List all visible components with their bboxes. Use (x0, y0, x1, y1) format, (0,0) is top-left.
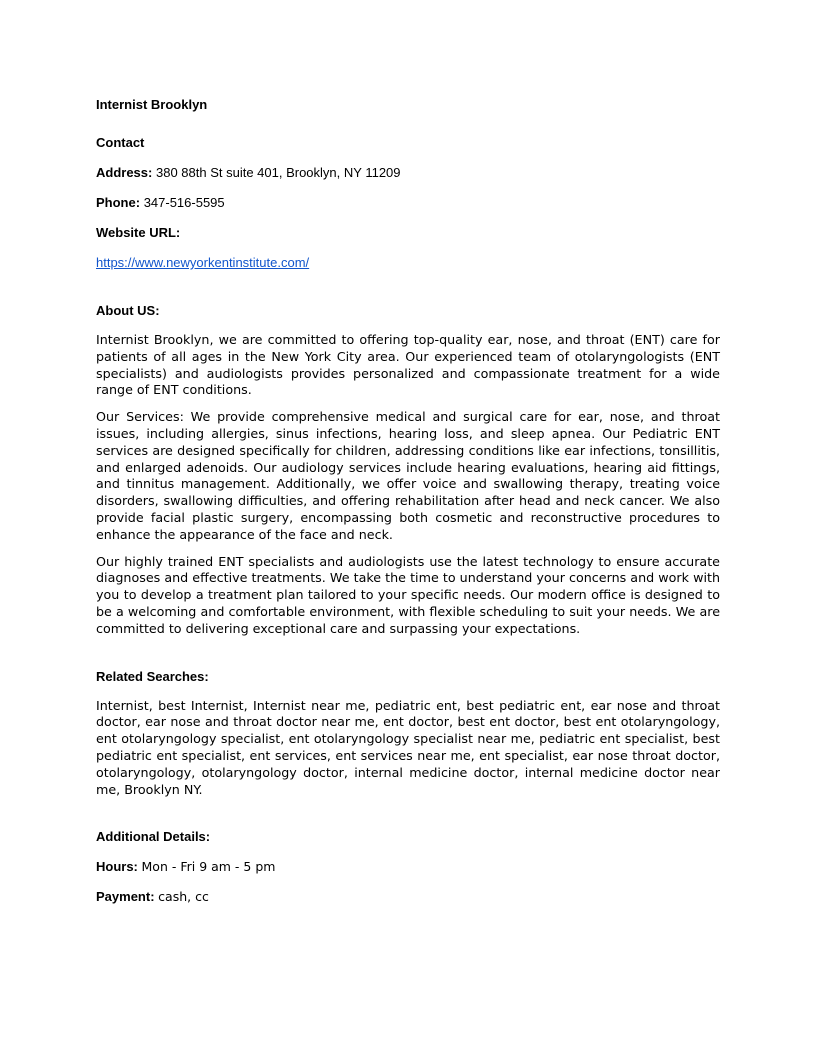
payment-label: Payment: (96, 889, 155, 905)
document-page (96, 96, 720, 918)
hours-line (96, 858, 720, 876)
related-searches-heading: Related Searches: (96, 668, 209, 684)
related-searches-text: Internist, best Internist, Internist near me, pediatric ent, best pediatric ent, ear nose and throat doctor, ear nose and throat doctor near me, ent doctor, best ent doctor, best ent otolaryngology, ent otolaryngology specialist, ent otolaryngology specialist near me, pediatric ent specialist, best pediatric ent specialist, ent services, ent services near me, ent specialist, ear nose throat doctor, otolaryngology, otolaryngology doctor, internal medicine doctor, internal medicine doctor near me, Brooklyn NY. (96, 697, 720, 797)
about-heading: About US: (96, 303, 160, 318)
website-link-line (96, 254, 720, 272)
website-label-line (96, 224, 720, 242)
payment-line (96, 888, 720, 906)
address-line (96, 164, 720, 182)
website-link[interactable]: https://www.newyorkentinstitute.com/ (96, 255, 310, 270)
phone-line (96, 194, 720, 212)
payment-value: cash, cc (158, 889, 209, 905)
hours-label: Hours: (96, 859, 138, 875)
contact-heading: Contact (96, 135, 145, 150)
document-title: Internist Brooklyn (96, 97, 208, 112)
about-paragraph-1: Internist Brooklyn, we are committed to offering top-quality ear, nose, and throat (ENT) care for patients of all ages in the New York City area. Our experienced team of otolaryngologists (ENT specialists) and audiologists provides personalized and compassionate treatment for a wide range of ENT conditions. (96, 332, 720, 398)
address-value: 380 88th St suite 401, Brooklyn, NY 11209 (155, 165, 401, 180)
about-paragraph-2: Our Services: We provide comprehensive medical and surgical care for ear, nose, and throat issues, including allergies, sinus infections, hearing loss, and sleep apnea. Our Pediatric ENT services are designed specifically for children, addressing conditions like ear infections, tonsillitis, and enlarged adenoids. Our audiology services include hearing evaluations, hearing aid fittings, and tinnitus management. Additionally, we offer voice and swallowing therapy, treating voice disorders, swallowing difficulties, and offering rehabilitation after head and neck cancer. We also provide facial plastic surgery, encompassing both cosmetic and reconstructive procedures to enhance the appearance of the face and neck. (96, 409, 720, 542)
website-label: Website URL: (96, 225, 181, 240)
about-paragraph-3: Our highly trained ENT specialists and audiologists use the latest technology to ensure accurate diagnoses and effective treatments. We take the time to understand your concerns and work with you to develop a treatment plan tailored to your specific needs. Our modern office is designed to be a welcoming and comfortable environment, with flexible scheduling to suit your needs. We are committed to delivering exceptional care and surpassing your expectations. (96, 553, 720, 636)
phone-value: 347-516-5595 (143, 195, 225, 210)
address-label: Address: (96, 165, 153, 180)
additional-details-heading: Additional Details: (96, 829, 211, 845)
phone-label: Phone: (96, 195, 141, 210)
hours-value: Mon - Fri 9 am - 5 pm (141, 859, 276, 875)
